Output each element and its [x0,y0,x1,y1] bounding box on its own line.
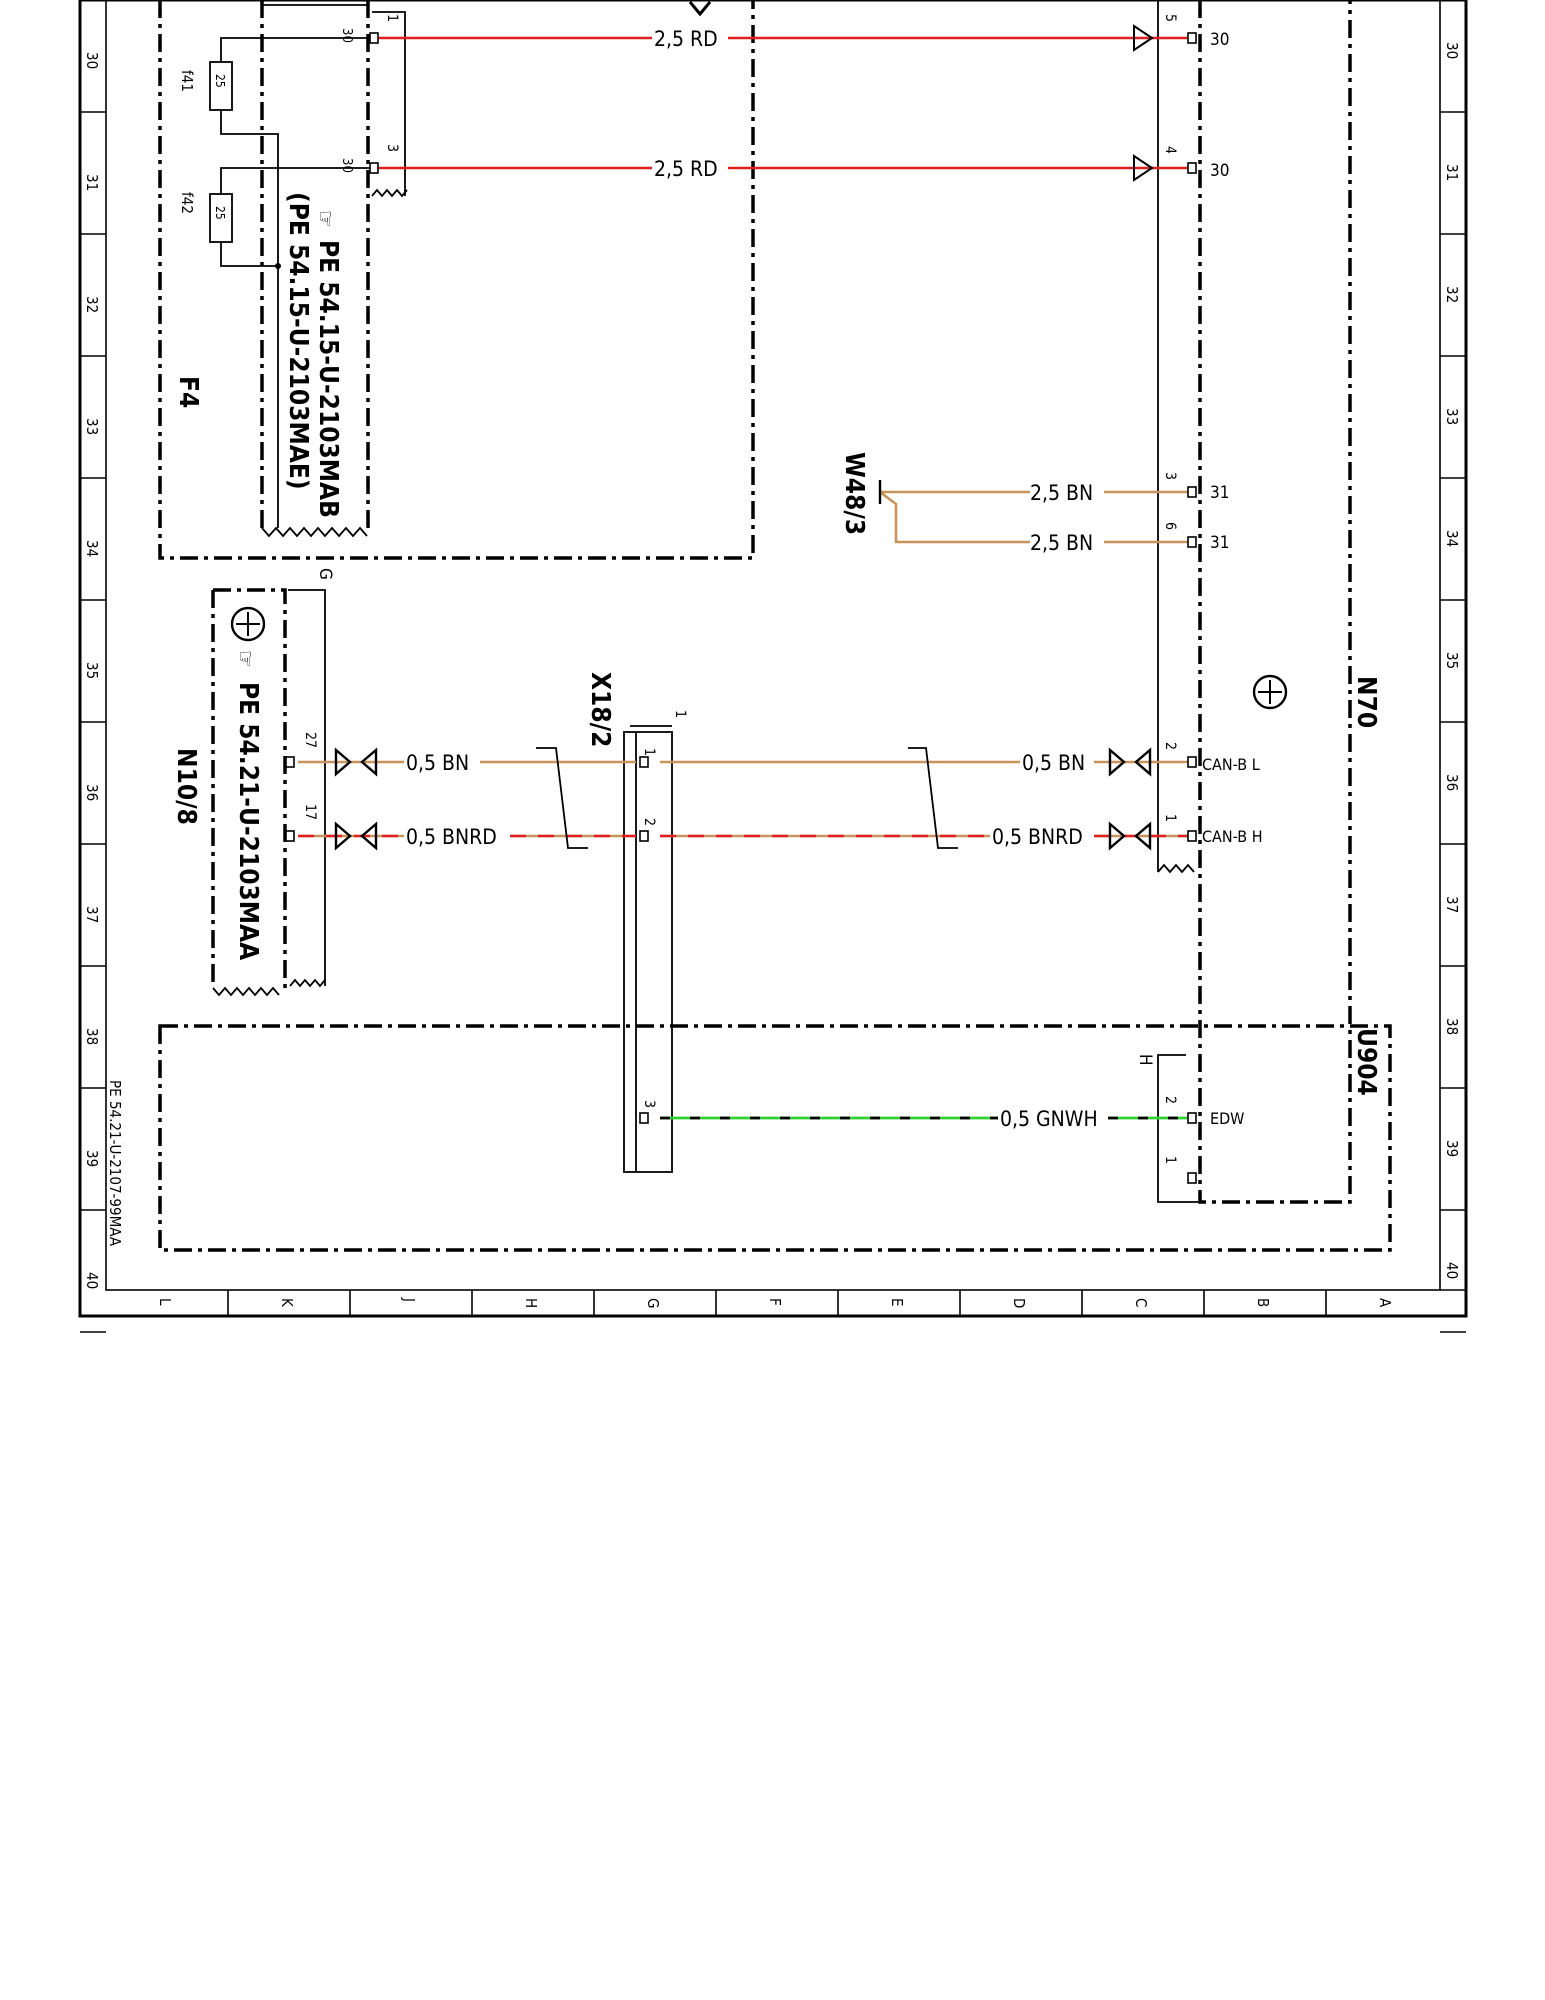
row-label: 31 [83,174,101,192]
wire-2-5-rd-1 [374,26,1192,51]
n10-8-component-label: N10/8 [171,748,201,825]
row-label: 37 [83,906,101,924]
f4-module-break [262,528,367,536]
row-label: 31 [1443,164,1461,182]
f4-reference-alt-text: (PE 54.15-U-2103MAE) [283,192,313,490]
row-label: 36 [83,784,101,802]
f4-reference-main-text: PE 54.15-U-2103MAB [313,240,343,518]
fuse-f42-label: f42 [178,192,196,214]
wire-label: 2,5 RD [654,27,718,51]
ground-symbol-n70 [1254,676,1286,708]
pin-terminal [1188,487,1196,497]
wire-label: 2,5 RD [654,157,718,181]
n70-terminal: 31 [1210,483,1230,503]
n70-pin-labels [1162,14,1263,846]
pin-terminal [1188,831,1196,841]
ground-icon-cross [1258,680,1282,704]
row-label: 32 [83,296,101,314]
pin-terminal [1188,1173,1196,1183]
row-label: 37 [1443,896,1461,914]
n10-8-connector-bracket [288,590,325,986]
row-label: 35 [83,662,101,680]
row-labels-right [1443,42,1461,1279]
row-label: 40 [1443,1262,1461,1280]
reference-hand-icon: ☞ [232,650,257,668]
wire-label: 0,5 BN [406,751,470,775]
row-label: 32 [1443,286,1461,304]
wire-2-5-rd-2 [374,156,1192,181]
n10-8-box-break [213,988,279,995]
ground-icon-cross [236,612,260,636]
f4-reference-main [312,210,343,518]
pin-terminal [370,33,378,43]
n70-pin-number: 2 [1162,742,1178,751]
wire-label: 2,5 BN [1030,531,1094,555]
n70-terminal: CAN-B L [1202,755,1260,774]
n70-component-label: N70 [1351,676,1381,729]
n70-pin-number: 4 [1162,146,1178,155]
column-label: J [400,1298,418,1302]
fuse-f41 [178,38,262,134]
u904-terminal: EDW [1210,1109,1245,1128]
u904-pin-number: 1 [1162,1156,1178,1165]
f4-component-label: F4 [173,376,203,409]
pin-terminal [286,757,294,767]
column-label: F [766,1298,784,1306]
wire-label: 0,5 GNWH [1000,1107,1098,1131]
cutoff-arrow-icon [690,2,710,14]
pin-terminal [1188,537,1196,547]
row-label: 34 [1443,530,1461,548]
n70-pin-number: 1 [1162,814,1178,823]
pin-terminal [286,831,294,841]
column-label: B [1254,1298,1272,1308]
u904-component-label: U904 [1351,1028,1381,1096]
reference-hand-icon: ☞ [312,210,337,228]
row-labels-left [83,52,101,1289]
column-label: K [278,1298,296,1307]
column-label: E [888,1298,906,1307]
n70-terminal: 30 [1210,30,1230,50]
pin-terminal [1188,33,1196,43]
ground-symbol-n10-8 [232,608,264,640]
x18-2-top-pin: 1 [672,710,688,719]
row-label: 33 [83,418,101,436]
column-labels [156,1297,1394,1308]
f4-pin-number: 3 [384,144,400,153]
wire-label: 2,5 BN [1030,481,1094,505]
f4-fuse-box-border [160,0,753,558]
pin-terminal [1188,1113,1196,1123]
column-label: C [1132,1298,1150,1308]
pin-terminal [1188,163,1196,173]
n70-terminal: 30 [1210,161,1230,181]
pin-terminals [286,33,1196,1183]
wire-2-5-bn-1 [880,481,1192,505]
n70-pin-number: 5 [1162,14,1178,23]
row-label: 38 [83,1028,101,1046]
column-label: A [1376,1298,1394,1308]
column-label: H [522,1298,540,1309]
row-label: 40 [83,1272,101,1290]
row-label: 38 [1443,1018,1461,1036]
row-label: 39 [1443,1140,1461,1158]
wire-label: 0,5 BNRD [992,825,1083,849]
pin-terminal [370,163,378,173]
row-label: 35 [1443,652,1461,670]
f4-connector-break [372,190,407,196]
fuse-f41-label: f41 [178,70,196,92]
row-label: 39 [83,1150,101,1168]
w48-3-component-label: W48/3 [839,452,869,536]
f4-terminal-label: 30 [339,28,354,43]
pin-terminal [640,757,648,767]
page-reference: PE 54.21-U-2107-99MAA [106,1080,124,1247]
f4-junction-dot [275,263,281,269]
x18-2-pin-number: 3 [641,1100,657,1109]
wire-0-5-gnwh [660,1107,1192,1131]
n10-8-connector-label: G [315,568,335,580]
column-label: D [1010,1298,1028,1309]
n70-terminal: 31 [1210,533,1230,553]
row-label: 30 [83,52,101,70]
row-label: 34 [83,540,101,558]
row-label: 36 [1443,774,1461,792]
pin-terminal [1188,757,1196,767]
column-label: G [644,1298,662,1309]
n10-8-pin-number: 27 [302,732,318,749]
n70-terminal: CAN-B H [1202,827,1263,846]
wire-label: 0,5 BNRD [406,825,497,849]
f4-pin-number: 1 [384,14,400,23]
n10-8-pin-number: 17 [302,804,318,821]
fuse-f41-rating: 25 [213,74,227,88]
f4-reference-alt [283,192,313,490]
n10-8-connector-break [290,980,325,986]
u904-box-border [160,1026,1390,1250]
fuse-f42-rating: 25 [213,206,227,220]
n70-pin-number: 6 [1162,522,1178,531]
pin-terminal [640,1113,648,1123]
u904-connector-label: H [1135,1054,1155,1066]
x18-2-pin-number: 1 [641,748,657,757]
row-label: 33 [1443,408,1461,426]
n10-8-reference: PE 54.21-U-2103MAA [233,682,263,961]
wire-label: 0,5 BN [1022,751,1086,775]
pin-terminal [640,831,648,841]
u904-pin-number: 2 [1162,1096,1178,1105]
row-label: 30 [1443,42,1461,60]
n70-pin-number: 3 [1162,472,1178,481]
x18-2-pin-number: 2 [641,818,657,827]
x18-2-component-label: X18/2 [585,672,615,748]
n70-connector-break [1158,865,1194,872]
f4-terminal-label: 30 [339,158,354,173]
column-label: L [156,1298,174,1306]
